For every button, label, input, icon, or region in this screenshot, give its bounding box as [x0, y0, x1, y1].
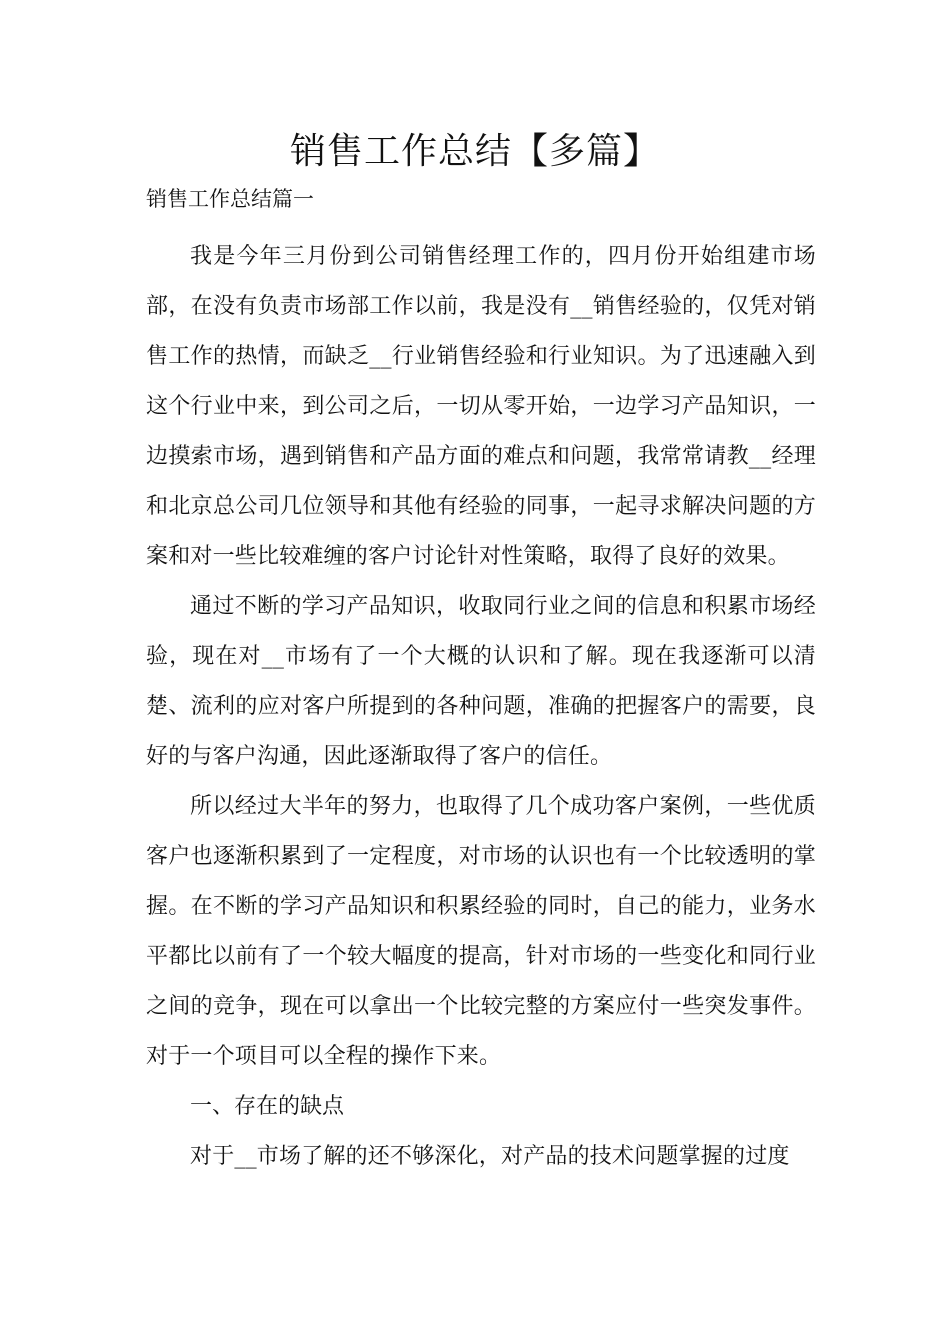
section-heading: 一、存在的缺点	[190, 1094, 345, 1119]
paragraph-2: 通过不断的学习产品知识，收取同行业之间的信息和积累市场经验，现在对__市场有了一个大概的认识和了解。现在我逐渐可以清楚、流利的应对客户所提到的各种问题，准确的把握客户的需要，良好的与客户沟通，因此逐渐取得了客户的信任。	[146, 594, 816, 769]
document-title: 销售工作总结【多篇】	[289, 131, 660, 172]
paragraph-1: 我是今年三月份到公司销售经理工作的，四月份开始组建市场部，在没有负责市场部工作以前，我是没有__销售经验的，仅凭对销售工作的热情，而缺乏__行业销售经验和行业知识。为了迅速融入到这个行业中来，到公司之后，一切从零开始，一边学习产品知识，一边摸索市场，遇到销售和产品方面的难点和问题，我常常请教__经理和北京总公司几位领导和其他有经验的同事，一起寻求解决问题的方案和对一些比较难缠的客户讨论针对性策略，取得了良好的效果。	[146, 244, 816, 569]
paragraph-4: 对于__市场了解的还不够深化，对产品的技术问题掌握的过度	[190, 1144, 790, 1169]
section-subtitle: 销售工作总结篇一	[146, 187, 314, 211]
paragraph-3: 所以经过大半年的努力，也取得了几个成功客户案例，一些优质客户也逐渐积累到了一定程度，对市场的认识也有一个比较透明的掌握。在不断的学习产品知识和积累经验的同时，自己的能力，业务水平都比以前有了一个较大幅度的提高，针对市场的一些变化和同行业之间的竞争，现在可以拿出一个比较完整的方案应付一些突发事件。对于一个项目可以全程的操作下来。	[146, 794, 816, 1069]
document-body	[146, 232, 816, 1182]
